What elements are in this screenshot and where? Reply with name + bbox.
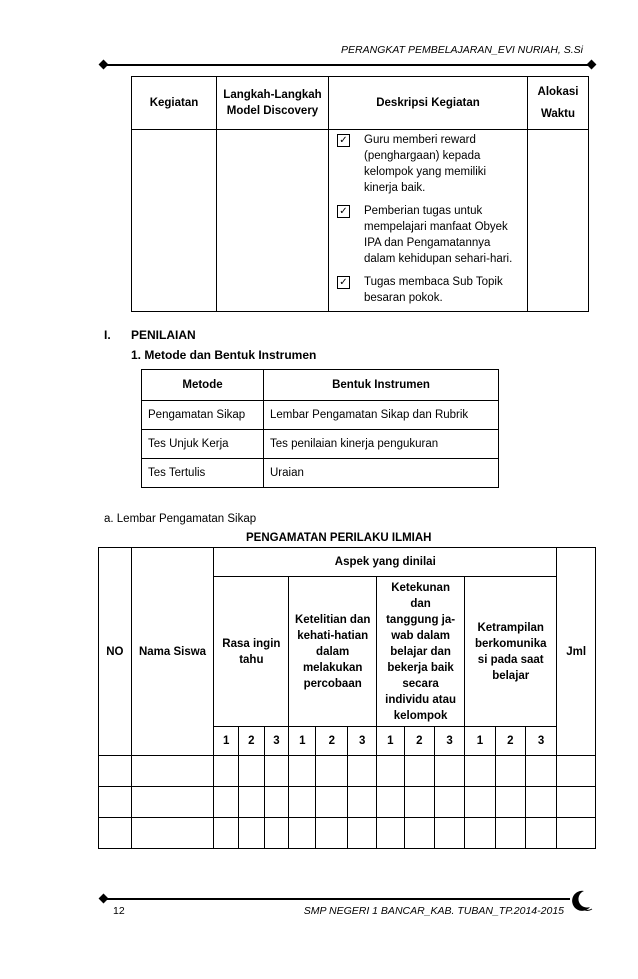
score-2: 2 xyxy=(495,727,525,756)
col-alokasi: Alokasi Waktu xyxy=(528,77,589,130)
score-3: 3 xyxy=(525,727,556,756)
activity-table xyxy=(131,76,589,312)
page-header-title: PERANGKAT PEMBELAJARAN_EVI NURIAH, S.Si xyxy=(341,44,583,56)
table-row xyxy=(142,459,499,488)
aspect-ketelitian: Ketelitian dan kehati-hatian dalam melakukan percobaan xyxy=(289,577,377,727)
table-cell: Tes Tertulis xyxy=(142,459,264,488)
col-bentuk-instrumen: Bentuk Instrumen xyxy=(264,370,499,401)
checkbox-checked-icon: ✓ xyxy=(337,205,350,218)
alokasi-cell xyxy=(528,130,589,312)
col-langkah: Langkah-Langkah Model Discovery xyxy=(217,77,329,130)
table-cell: Uraian xyxy=(264,459,499,488)
table-row xyxy=(142,401,499,430)
col-jml: Jml xyxy=(557,548,596,756)
score-1: 1 xyxy=(214,727,239,756)
table-cell: Tes Unjuk Kerja xyxy=(142,430,264,459)
table-row xyxy=(99,787,596,818)
table-row xyxy=(99,756,596,787)
table-cell: Tes penilaian kinerja pengukuran xyxy=(264,430,499,459)
table-cell: Pengamatan Sikap xyxy=(142,401,264,430)
score-2: 2 xyxy=(316,727,348,756)
deskripsi-cell xyxy=(329,130,528,312)
observation-table-title: PENGAMATAN PERILAKU ILMIAH xyxy=(246,532,432,544)
col-metode: Metode xyxy=(142,370,264,401)
subsection-title: 1. Metode dan Bentuk Instrumen xyxy=(131,348,317,362)
page-number: 12 xyxy=(113,905,125,917)
header-rule xyxy=(104,64,592,66)
score-2: 2 xyxy=(404,727,434,756)
score-1: 1 xyxy=(289,727,316,756)
checklist-item: ✓ Pemberian tugas untuk mempelajari manfaat Obyek IPA dan Pengamatannya dalam kehidupan sehari-hari. xyxy=(329,201,527,272)
score-3: 3 xyxy=(434,727,464,756)
table-row xyxy=(99,818,596,849)
aspect-ketekunan: Ketekunan dan tanggung ja- wab dalam belajar dan bekerja baik secara individu atau kelompok xyxy=(376,577,464,727)
aspect-rasa-ingin-tahu: Rasa ingin tahu xyxy=(214,577,289,727)
subsection-a-label: a. Lembar Pengamatan Sikap xyxy=(104,513,257,525)
table-cell: Lembar Pengamatan Sikap dan Rubrik xyxy=(264,401,499,430)
col-kegiatan: Kegiatan xyxy=(132,77,217,130)
header-rule-right-marker xyxy=(587,60,597,70)
section-title: PENILAIAN xyxy=(131,328,196,342)
footer-school: SMP NEGERI 1 BANCAR_KAB. TUBAN_TP.2014-2015 xyxy=(303,905,564,917)
table-row xyxy=(142,430,499,459)
checklist-item: ✓ Tugas membaca Sub Topik besaran pokok. xyxy=(329,272,527,311)
checklist-item: ✓ Guru memberi reward (penghargaan) kepada kelompok yang memiliki kinerja baik. xyxy=(329,130,527,201)
langkah-cell xyxy=(217,130,329,312)
col-no: NO xyxy=(99,548,132,756)
aspek-header: Aspek yang dinilai xyxy=(214,548,557,577)
footer-rule xyxy=(104,898,570,900)
col-deskripsi: Deskripsi Kegiatan xyxy=(329,77,528,130)
observation-table xyxy=(98,547,596,849)
kegiatan-cell xyxy=(132,130,217,312)
crescent-logo-icon xyxy=(568,888,594,914)
section-numeral: I. xyxy=(104,328,111,342)
score-3: 3 xyxy=(264,727,289,756)
checkbox-checked-icon: ✓ xyxy=(337,276,350,289)
aspect-ketrampilan: Ketrampilan berkomunika si pada saat belajar xyxy=(465,577,557,727)
checkbox-checked-icon: ✓ xyxy=(337,134,350,147)
score-2: 2 xyxy=(239,727,265,756)
score-1: 1 xyxy=(465,727,495,756)
header-rule-left-marker xyxy=(99,60,109,70)
col-nama-siswa: Nama Siswa xyxy=(131,548,214,756)
method-table xyxy=(141,369,499,488)
score-1: 1 xyxy=(376,727,404,756)
footer-rule-left-marker xyxy=(99,894,109,904)
score-3: 3 xyxy=(348,727,377,756)
